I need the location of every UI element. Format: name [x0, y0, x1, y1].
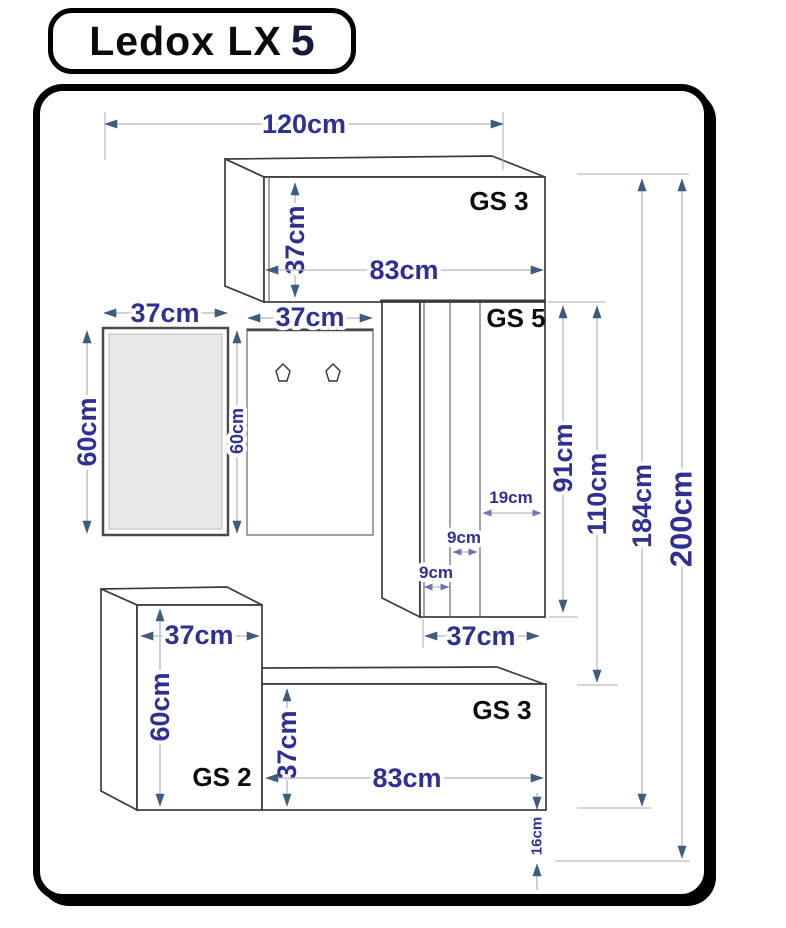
dim-label-top-width: 120cm: [261, 109, 347, 139]
dim-label-16: 16cm: [528, 816, 546, 856]
dim-label-bench-front: 83cm: [372, 763, 442, 793]
dim-mirror-height: [72, 331, 102, 533]
dim-label-184: 184cm: [627, 463, 657, 549]
dim-label-200: 200cm: [663, 470, 699, 568]
dim-label-base-height: 60cm: [145, 672, 175, 742]
dim-hook-panel-width: [248, 302, 372, 332]
dim-label-bench-height: 37cm: [272, 710, 302, 780]
tall-cabinet-side-face: [382, 302, 420, 617]
dim-label-tall-width: 37cm: [446, 621, 516, 651]
dim-top-cabinet-width: [105, 109, 503, 139]
dim-mirror-width: [104, 298, 227, 328]
dim-hook-panel-height: [227, 331, 247, 533]
dim-label-base-width: 37cm: [164, 620, 234, 650]
top-cabinet-top-face: [225, 156, 545, 177]
dim-label-110: 110cm: [582, 452, 612, 536]
dim-wall-184: [627, 179, 657, 806]
mirror-drawing: [103, 328, 228, 535]
bench-label: GS 3: [472, 695, 532, 725]
tall-cabinet-label: GS 5: [486, 303, 546, 333]
dim-label-91: 91cm: [548, 423, 578, 493]
bench-top-face: [262, 667, 544, 684]
base-cabinet-label: GS 2: [192, 762, 252, 792]
dim-tall-body-height: [548, 306, 578, 612]
title-model: Ledox LX: [89, 17, 282, 64]
dim-label-9-lower: 9cm: [418, 563, 454, 582]
top-cabinet-side-face: [225, 159, 264, 302]
dim-tall-total-height: [582, 306, 612, 682]
tall-cabinet-drawing: [380, 301, 545, 617]
dim-label-panel-height: 60cm: [227, 407, 247, 455]
hook-panel-drawing: [247, 329, 373, 535]
dim-label-mirror-width: 37cm: [130, 298, 200, 328]
base-cabinet-side-face: [101, 589, 137, 810]
dim-label-9-upper: 9cm: [446, 528, 482, 547]
top-cabinet-label: GS 3: [469, 186, 529, 216]
title-plate: [48, 8, 356, 74]
dim-label-panel-width: 37cm: [275, 302, 345, 332]
dim-tall-width: [425, 621, 539, 651]
dim-wall-200: [664, 179, 699, 858]
dim-label-top-front: 83cm: [369, 255, 439, 285]
dim-label-mirror-height: 60cm: [72, 397, 102, 467]
hook-panel-board: [247, 329, 373, 535]
mirror-glass: [109, 334, 222, 529]
dim-label-19: 19cm: [489, 488, 533, 507]
dim-label-top-height: 37cm: [280, 205, 310, 275]
title-number: 5: [290, 16, 315, 65]
